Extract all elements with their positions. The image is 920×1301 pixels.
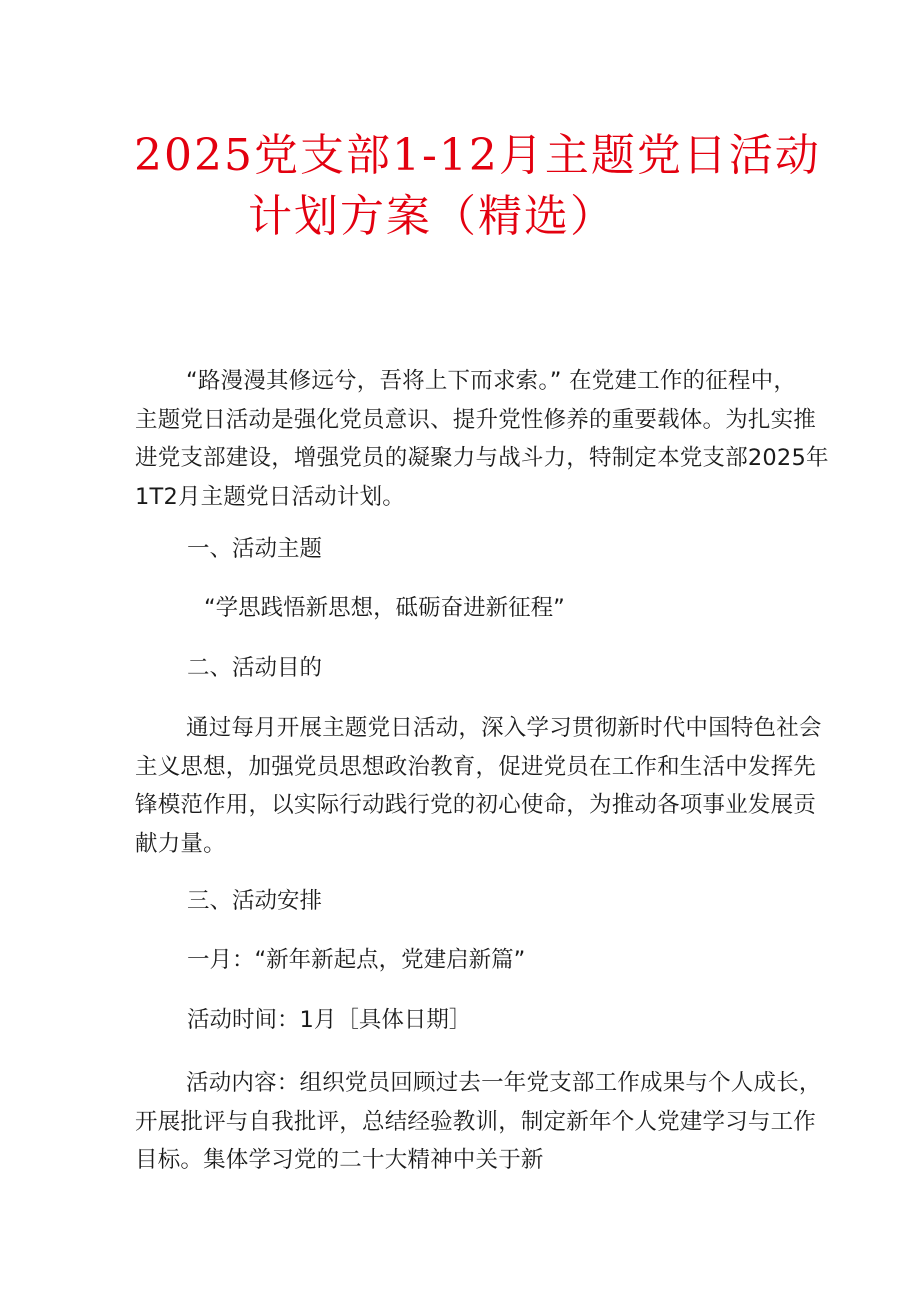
section-heading-purpose: 二、活动目的 bbox=[187, 655, 323, 681]
purpose-line: 锋模范作用，以实际行动践行党的初心使命，为推动各项事业发展贡 bbox=[135, 792, 817, 818]
january-content-line: 开展批评与自我批评，总结经验教训，制定新年个人党建学习与工作 bbox=[135, 1108, 817, 1135]
january-heading: 一月：“新年新起点，党建启新篇” bbox=[187, 947, 526, 973]
intro-line: 1T2月主题党日活动计划。 bbox=[135, 483, 405, 510]
purpose-line: 通过每月开展主题党日活动，深入学习贯彻新时代中国特色社会 bbox=[186, 715, 822, 741]
section-heading-theme: 一、活动主题 bbox=[187, 536, 323, 562]
intro-paragraph bbox=[135, 362, 829, 516]
section-heading-arrangement: 三、活动安排 bbox=[187, 888, 323, 914]
document-title-line-1: 2025党支部1-12月主题党日活动 bbox=[134, 130, 821, 181]
january-content-paragraph bbox=[135, 1064, 822, 1180]
intro-line: 进党支部建设，增强党员的凝聚力与战斗力，特制定本党支部2025年 bbox=[135, 445, 829, 471]
purpose-line: 献力量。 bbox=[135, 830, 226, 857]
january-content-line: 活动内容：组织党员回顾过去一年党支部工作成果与个人成长， bbox=[186, 1070, 822, 1096]
theme-text: “学思践悟新思想，砥砺奋进新征程” bbox=[204, 595, 565, 621]
purpose-paragraph bbox=[135, 709, 822, 863]
january-content-line: 目标。集体学习党的二十大精神中关于新 bbox=[135, 1147, 544, 1173]
intro-line: 主题党日活动是强化党员意识、提升党性修养的重要载体。为扎实推 bbox=[135, 406, 817, 433]
purpose-line: 主义思想，加强党员思想政治教育，促进党员在工作和生活中发挥先 bbox=[135, 753, 817, 780]
intro-line: “路漫漫其修远兮，吾将上下而求索。” 在党建工作的征程中， bbox=[186, 368, 797, 394]
january-time: 活动时间：1月［具体日期］ bbox=[187, 1007, 472, 1033]
document-title-line-2: 计划方案（精选） bbox=[248, 191, 616, 242]
